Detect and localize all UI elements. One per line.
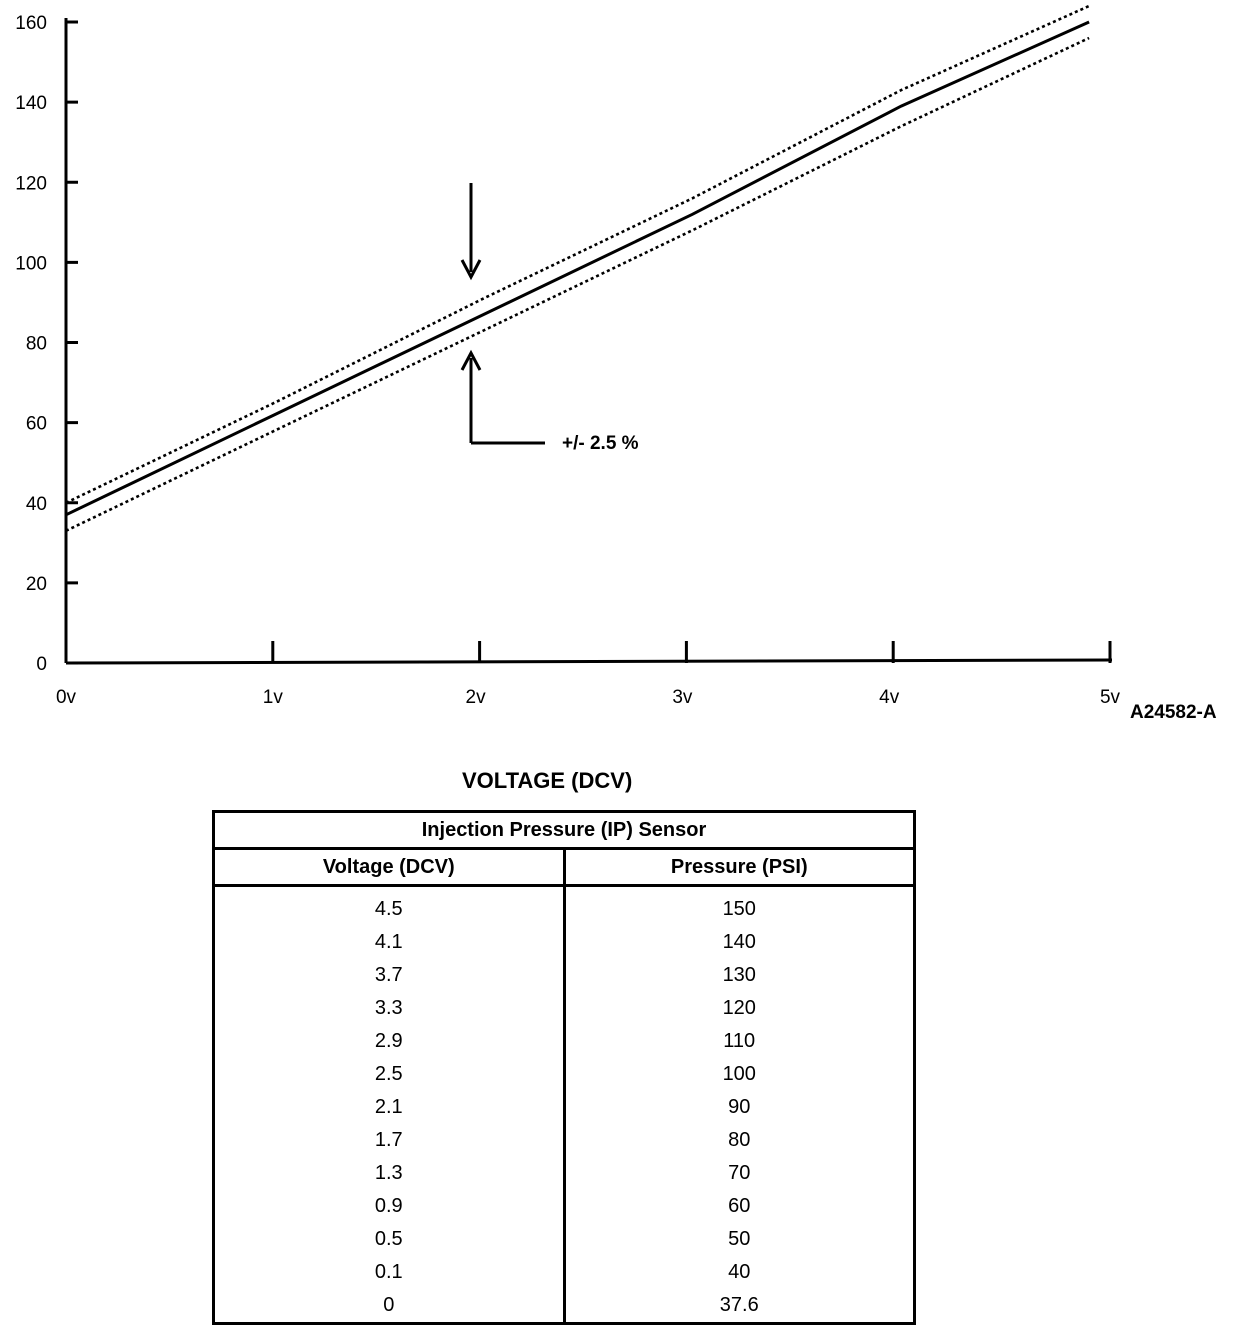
pressure-cell: 110 [564,1025,915,1058]
y-tick-label: 60 [25,413,47,435]
y-tick-label: 120 [15,173,47,195]
table-row [214,959,915,992]
voltage-cell: 3.3 [214,992,565,1025]
voltage-cell: 2.9 [214,1025,565,1058]
voltage-cell: 2.1 [214,1091,565,1124]
voltage-cell: 0.1 [214,1256,565,1289]
table-row [214,1223,915,1256]
table-row [214,1025,915,1058]
x-axis-title: VOLTAGE (DCV) [462,768,633,793]
y-tick-label: 40 [25,493,47,515]
tolerance-arrows [462,183,545,443]
x-tick-label: 4v [879,687,900,708]
pressure-cell: 70 [564,1157,915,1190]
table-row [214,992,915,1025]
table-row [214,1256,915,1289]
pressure-cell: 40 [564,1256,915,1289]
voltage-cell: 4.5 [214,886,565,927]
y-tick-label: 160 [15,13,47,34]
y-tick-label: 100 [15,253,47,275]
table-row [214,1124,915,1157]
x-tick-label: 0v [55,687,77,708]
column-header-voltage: Voltage (DCV) [214,849,565,886]
pressure-cell: 80 [564,1124,915,1157]
voltage-cell: 1.3 [214,1157,565,1190]
table-title: Injection Pressure (IP) Sensor [214,812,915,849]
ip-sensor-table [212,810,916,1325]
y-tick-label: 20 [25,573,47,595]
pressure-cell: 37.6 [564,1289,915,1324]
x-tick-label: 1v [262,687,283,708]
voltage-cell: 3.7 [214,959,565,992]
x-axis-line [66,660,1112,663]
x-tick-label: 3v [672,687,693,708]
pressure-cell: 90 [564,1091,915,1124]
figure-id: A24582-A [1130,702,1217,723]
table-body [214,886,915,1324]
voltage-cell: 0.5 [214,1223,565,1256]
pressure-cell: 150 [564,886,915,927]
y-tick-label: 140 [15,93,47,115]
voltage-cell: 4.1 [214,926,565,959]
y-axis-ticks [15,13,78,675]
pressure-cell: 130 [564,959,915,992]
pressure-cell: 50 [564,1223,915,1256]
tolerance-line [66,38,1089,531]
table-row [214,926,915,959]
tolerance-annotation: +/- 2.5 % [562,433,639,454]
pressure-cell: 100 [564,1058,915,1091]
table-row [214,1289,915,1324]
voltage-cell: 0 [214,1289,565,1324]
table-row [214,1190,915,1223]
y-tick-label: 80 [25,333,47,355]
x-tick-label: 2v [465,687,486,708]
table-row [214,886,915,927]
pressure-cell: 140 [564,926,915,959]
voltage-cell: 2.5 [214,1058,565,1091]
table-row [214,1157,915,1190]
table-row [214,1058,915,1091]
pressure-cell: 60 [564,1190,915,1223]
pressure-cell: 120 [564,992,915,1025]
voltage-cell: 0.9 [214,1190,565,1223]
x-tick-label: 5v [1099,687,1121,708]
voltage-cell: 1.7 [214,1124,565,1157]
table-row [214,1091,915,1124]
tolerance-line [66,6,1089,503]
x-axis-ticks [56,641,1121,708]
column-header-pressure: Pressure (PSI) [564,849,915,886]
y-tick-label: 0 [36,654,47,675]
